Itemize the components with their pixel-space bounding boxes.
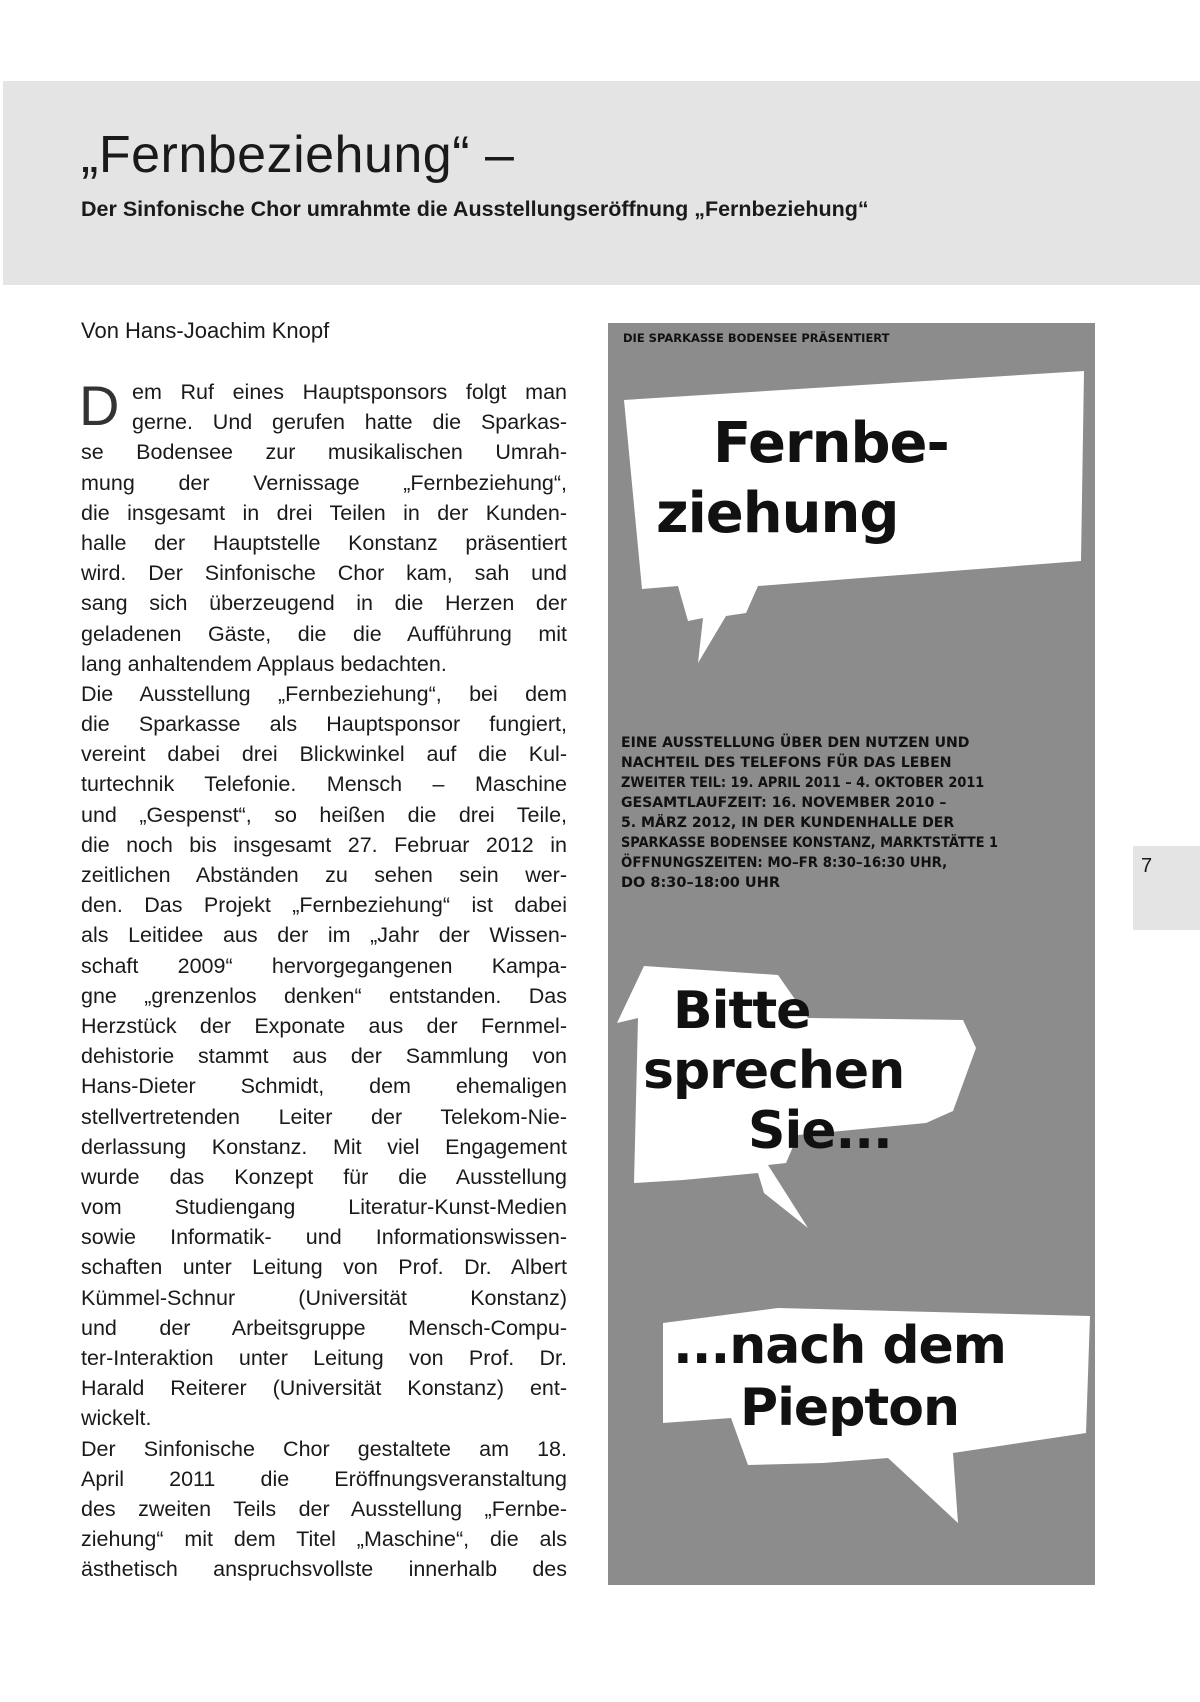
poster-presenter: DIE SPARKASSE BODENSEE PRÄSENTIERT <box>623 331 890 345</box>
article-line: stellvertretenden Leiter der Telekom-Nie- <box>81 1104 567 1129</box>
article-line: ter-Interaktion unter Leitung von Prof. Dr. <box>81 1346 567 1370</box>
article-line: se Bodensee zur musikalischen Umrah- <box>81 440 567 465</box>
article-line: geladenen Gäste, die die Aufführung mit <box>81 621 567 646</box>
article-line: den. Das Projekt „Fernbeziehung“ ist dabei <box>81 893 567 918</box>
article-line: vereint dabei drei Blickwinkel auf die Kul- <box>81 742 567 767</box>
article-subheadline: Der Sinfonische Chor umrahmte die Ausstellungseröffnung „Fernbeziehung“ <box>81 197 869 221</box>
article-line: derlassung Konstanz. Mit viel Engagement <box>81 1134 567 1159</box>
article-line: Kümmel-Schnur (Universität Konstanz) <box>81 1285 567 1310</box>
article-line: und „Gespenst“, so heißen die drei Teile, <box>81 802 567 827</box>
article-line: sowie Informatik- und Informationswissen- <box>81 1225 567 1250</box>
poster-info-line: 5. MÄRZ 2012, IN DER KUNDENHALLE DER <box>621 815 955 831</box>
article-line: Der Sinfonische Chor gestaltete am 18. <box>81 1436 567 1461</box>
poster-info-block <box>621 733 1081 893</box>
article-line: als Leitidee aus der im „Jahr der Wissen- <box>81 923 567 948</box>
poster-sprechen: sprechen <box>643 1041 905 1101</box>
poster-sie: Sie... <box>748 1101 892 1161</box>
article-line: und der Arbeitsgruppe Mensch-Compu- <box>81 1315 567 1340</box>
article-line: die noch bis insgesamt 27. Februar 2012 in <box>81 832 567 857</box>
poster-info-line: ZWEITER TEIL: 19. APRIL 2011 – 4. OKTOBER 2011 <box>621 775 985 791</box>
article-line: wird. Der Sinfonische Chor kam, sah und <box>81 561 567 586</box>
exhibition-poster <box>608 323 1095 1585</box>
poster-info-line: SPARKASSE BODENSEE KONSTANZ, MARKTSTÄTTE 1 <box>621 835 999 851</box>
article-line: Die Ausstellung „Fernbeziehung“, bei dem <box>81 681 567 706</box>
article-body <box>79 374 567 1585</box>
article-line: gerne. Und gerufen hatte die Sparkas- <box>132 410 567 435</box>
article-line: schaften unter Leitung von Prof. Dr. Albert <box>81 1255 567 1280</box>
article-line: des zweiten Teils der Ausstellung „Fernbe- <box>81 1496 567 1521</box>
article-line: Harald Reiterer (Universität Konstanz) ent- <box>81 1376 567 1401</box>
article-line: lang anhaltendem Applaus bedachten. <box>81 651 447 676</box>
poster-info-line: EINE AUSSTELLUNG ÜBER DEN NUTZEN UND <box>621 735 970 751</box>
article-line: zeitlichen Abständen zu sehen sein wer- <box>81 863 567 887</box>
poster-nach-dem: ...nach dem <box>673 1316 1006 1376</box>
article-line: ästhetisch anspruchsvollste innerhalb des <box>81 1557 567 1582</box>
article-line: Hans-Dieter Schmidt, dem ehemaligen <box>81 1074 567 1099</box>
drop-cap: D <box>79 374 120 437</box>
article-line: wurde das Konzept für die Ausstellung <box>81 1164 567 1189</box>
poster-title-line2: ziehung <box>656 481 899 546</box>
article-line: halle der Hauptstelle Konstanz präsentiert <box>81 530 567 555</box>
article-line: mung der Vernissage „Fernbeziehung“, <box>81 470 567 495</box>
article-line: die insgesamt in drei Teilen in der Kunden- <box>81 500 567 525</box>
author-byline: Von Hans-Joachim Knopf <box>81 318 330 343</box>
article-headline: „Fernbeziehung“ – <box>81 126 515 184</box>
article-line: sang sich überzeugend in die Herzen der <box>81 591 567 616</box>
article-line: gne „grenzenlos denken“ entstanden. Das <box>81 983 567 1008</box>
article-line: Herzstück der Exponate aus der Fernmel- <box>81 1013 567 1038</box>
poster-info-line: GESAMTLAUFZEIT: 16. NOVEMBER 2010 – <box>621 795 947 811</box>
poster-title-line1: Fernbe- <box>713 411 949 476</box>
poster-info-line: DO 8:30–18:00 UHR <box>621 875 781 891</box>
article-line: wickelt. <box>81 1406 152 1431</box>
article-line: dehistorie stammt aus der Sammlung von <box>81 1044 567 1069</box>
article-line: turtechnik Telefonie. Mensch – Maschine <box>81 772 567 797</box>
article-line: vom Studiengang Literatur-Kunst-Medien <box>81 1195 567 1220</box>
poster-info-line: NACHTEIL DES TELEFONS FÜR DAS LEBEN <box>621 755 952 771</box>
article-line: die Sparkasse als Hauptsponsor fungiert, <box>81 712 567 737</box>
article-line: schaft 2009“ hervorgegangenen Kampa- <box>81 953 567 978</box>
poster-bitte: Bitte <box>673 981 811 1041</box>
article-line: April 2011 die Eröffnungsveranstaltung <box>81 1466 567 1491</box>
poster-info-line: ÖFFNUNGSZEITEN: MO–FR 8:30–16:30 UHR, <box>621 855 948 871</box>
article-line: ziehung“ mit dem Titel „Maschine“, die als <box>81 1527 567 1552</box>
poster-piepton: Piepton <box>740 1378 960 1438</box>
page-number: 7 <box>1141 855 1153 877</box>
article-line: em Ruf eines Hauptsponsors folgt man <box>132 380 567 404</box>
